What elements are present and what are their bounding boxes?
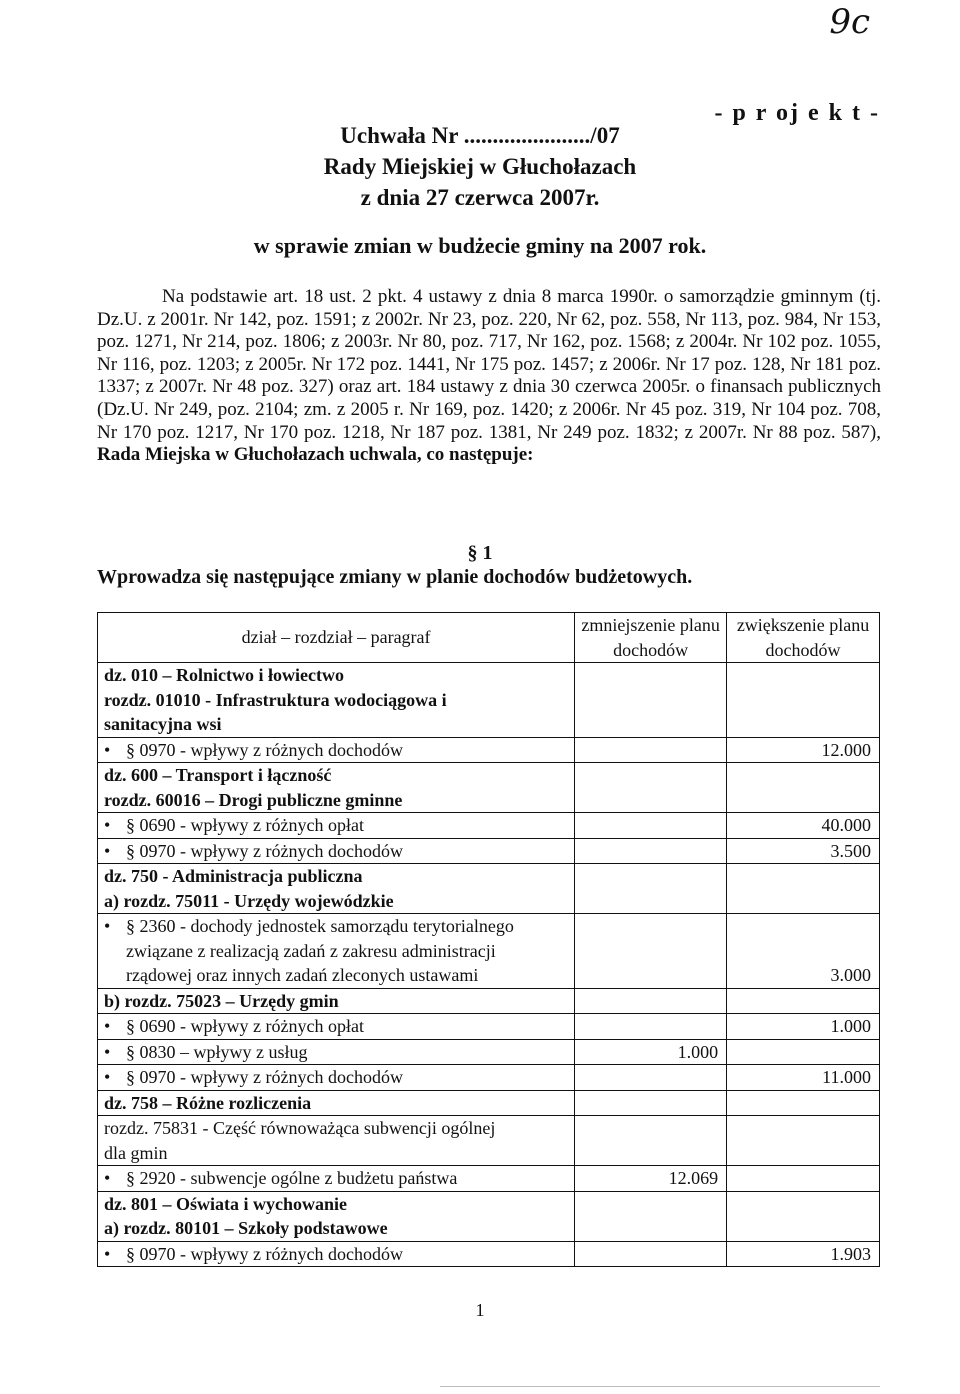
- row-increase: [727, 1039, 880, 1065]
- row-line: [104, 1065, 568, 1090]
- row-text: § 0690 - wpływy z różnych opłat: [126, 1016, 364, 1036]
- row-classification: [98, 988, 575, 1014]
- table-row: [98, 914, 880, 989]
- budget-changes-table: [97, 612, 880, 1267]
- header-classification: dział – rozdział – paragraf: [98, 613, 575, 663]
- header-decrease: zmniejszenie planu dochodów: [575, 613, 727, 663]
- row-increase: 1.903: [727, 1241, 880, 1267]
- row-decrease: [575, 988, 727, 1014]
- row-text: dz. 758 – Różne rozliczenia: [104, 1092, 312, 1113]
- row-decrease: [575, 663, 727, 738]
- row-line: [104, 1040, 568, 1065]
- resolution-number: Uchwała Nr ....................../07: [340, 123, 620, 148]
- row-line: [104, 663, 568, 688]
- row-text: § 2360 - dochody jednostek samorządu terytorialnego: [126, 916, 514, 936]
- row-text: rozdz. 75831 - Część równoważąca subwencji ogólnej: [104, 1118, 496, 1138]
- legal-basis-text: Na podstawie art. 18 ust. 2 pkt. 4 ustawy z dnia 8 marca 1990r. o samorządzie gminnym (tj. Dz.U. z 2001r. Nr 142, poz. 1591; z 2002r. Nr 23, poz. 220, Nr 62, poz. 558, Nr 113, poz. 984, Nr 153, poz. 1271, Nr 214, poz. 1806; z 2003r. Nr 80, poz. 717, Nr 162, poz. 1568; z 2004r. Nr 102 poz. 1055, Nr 116, poz. 1203; z 2005r. Nr 172 poz. 1441, Nr 175 poz. 1457; z 2006r. Nr 17 poz. 128, Nr 181 poz. 1337; z 2007r. Nr 48 poz. 327) oraz art. 184 ustawy z dnia 30 czerwca 2005r. o finansach publicznych (Dz.U. Nr 249, poz. 2104; zm. z 2005 r. Nr 169, poz. 1420; z 2006r. Nr 45 poz. 319, Nr 104 poz. 708, Nr 170 poz. 1217, Nr 170 poz. 1218, Nr 187 poz. 1381, Nr 249 poz. 1832; z 2007r. Nr 88 poz. 587),: [97, 286, 881, 443]
- row-line: [104, 1014, 568, 1039]
- row-line: [104, 1091, 568, 1116]
- row-increase: [727, 763, 880, 813]
- bullet-icon: •: [104, 1168, 111, 1188]
- row-classification: [98, 914, 575, 989]
- row-decrease: 12.069: [575, 1166, 727, 1192]
- row-text: rozdz. 01010 - Infrastruktura wodociągowa i: [104, 689, 447, 710]
- section-mark: § 1: [467, 542, 493, 564]
- row-classification: [98, 1090, 575, 1116]
- row-decrease: [575, 1014, 727, 1040]
- row-increase: 3.500: [727, 838, 880, 864]
- row-classification: [98, 1065, 575, 1091]
- row-decrease: [575, 737, 727, 763]
- table-row: [98, 1090, 880, 1116]
- bullet-icon: •: [104, 840, 111, 861]
- row-text: sanitacyjna wsi: [104, 714, 222, 734]
- row-line: [104, 914, 568, 939]
- table-row: [98, 838, 880, 864]
- table-row: [98, 1116, 880, 1166]
- row-increase: 3.000: [727, 914, 880, 989]
- row-text: dz. 801 – Oświata i wychowanie: [104, 1193, 347, 1214]
- row-line: [104, 1216, 568, 1241]
- row-text: § 0690 - wpływy z różnych opłat: [126, 815, 364, 835]
- table-row: [98, 763, 880, 813]
- row-decrease: [575, 1090, 727, 1116]
- row-increase: [727, 1090, 880, 1116]
- row-classification: [98, 1014, 575, 1040]
- row-line: [104, 788, 568, 813]
- row-classification: [98, 864, 575, 914]
- table-row: [98, 1014, 880, 1040]
- table-row: [98, 813, 880, 839]
- row-classification: [98, 1039, 575, 1065]
- bullet-icon: •: [104, 1243, 111, 1264]
- row-decrease: [575, 1065, 727, 1091]
- row-text: § 0830 – wpływy z usług: [126, 1041, 308, 1062]
- table-row: [98, 1191, 880, 1241]
- section-intro: Wprowadza się następujące zmiany w planie dochodów budżetowych.: [97, 566, 693, 588]
- row-line: [104, 963, 568, 988]
- council-resolves-text: Rada Miejska w Głuchołazach uchwala, co następuje:: [97, 444, 534, 466]
- handwritten-note: 9c: [829, 2, 870, 42]
- row-line: [104, 688, 568, 713]
- bullet-icon: •: [104, 1067, 111, 1087]
- row-decrease: [575, 763, 727, 813]
- council-name: Rady Miejskiej w Głuchołazach: [323, 154, 637, 179]
- row-line: [104, 864, 568, 889]
- row-line: [104, 889, 568, 914]
- page-number: 1: [475, 1300, 485, 1320]
- bullet-icon: •: [104, 916, 111, 936]
- resolution-subject: w sprawie zmian w budżecie gminy na 2007 rok.: [253, 233, 707, 258]
- table-row: [98, 1241, 880, 1267]
- row-text: § 2920 - subwencje ogólne z budżetu państwa: [126, 1168, 458, 1188]
- row-classification: [98, 1191, 575, 1241]
- bullet-icon: •: [104, 739, 111, 760]
- row-line: [104, 763, 568, 788]
- row-increase: [727, 1191, 880, 1241]
- row-line: [104, 1242, 568, 1267]
- row-classification: [98, 813, 575, 839]
- row-decrease: [575, 864, 727, 914]
- row-classification: [98, 1116, 575, 1166]
- row-classification: [98, 1241, 575, 1267]
- row-text: dz. 750 - Administracja publiczna: [104, 866, 363, 886]
- row-classification: [98, 1166, 575, 1192]
- row-decrease: [575, 1116, 727, 1166]
- row-line: [104, 1192, 568, 1217]
- row-text: § 0970 - wpływy z różnych dochodów: [126, 840, 403, 861]
- footer-rule: [440, 1386, 880, 1387]
- table-row: [98, 864, 880, 914]
- row-decrease: [575, 838, 727, 864]
- row-increase: [727, 663, 880, 738]
- row-line: [104, 738, 568, 763]
- row-text: § 0970 - wpływy z różnych dochodów: [126, 1243, 403, 1264]
- legal-basis-paragraph: [97, 286, 881, 467]
- row-text: dz. 010 – Rolnictwo i łowiectwo: [104, 665, 344, 685]
- row-line: [104, 712, 568, 737]
- row-text: § 0970 - wpływy z różnych dochodów: [126, 1067, 403, 1087]
- row-text: rządowej oraz innych zadań zleconych ustawami: [126, 965, 479, 985]
- draft-label: - p r oj e k t -: [714, 100, 880, 126]
- row-text: § 0970 - wpływy z różnych dochodów: [126, 739, 403, 760]
- row-increase: [727, 1166, 880, 1192]
- table-row: [98, 988, 880, 1014]
- row-text: dla gmin: [104, 1142, 168, 1163]
- table-row: [98, 663, 880, 738]
- table-row: [98, 737, 880, 763]
- row-decrease: [575, 914, 727, 989]
- row-line: [104, 1166, 568, 1191]
- row-line: [104, 839, 568, 864]
- row-increase: [727, 988, 880, 1014]
- row-text: rozdz. 60016 – Drogi publiczne gminne: [104, 789, 403, 810]
- row-text: związane z realizacją zadań z zakresu administracji: [126, 940, 496, 961]
- row-decrease: 1.000: [575, 1039, 727, 1065]
- header-increase: zwiększenie planu dochodów: [727, 613, 880, 663]
- row-decrease: [575, 1241, 727, 1267]
- table-row: [98, 1065, 880, 1091]
- row-line: [104, 813, 568, 838]
- row-classification: [98, 763, 575, 813]
- bullet-icon: •: [104, 1016, 111, 1036]
- row-increase: 40.000: [727, 813, 880, 839]
- row-increase: 1.000: [727, 1014, 880, 1040]
- row-increase: 12.000: [727, 737, 880, 763]
- row-line: [104, 1141, 568, 1166]
- row-classification: [98, 663, 575, 738]
- row-classification: [98, 838, 575, 864]
- row-increase: 11.000: [727, 1065, 880, 1091]
- row-text: b) rozdz. 75023 – Urzędy gmin: [104, 990, 339, 1011]
- row-increase: [727, 1116, 880, 1166]
- row-text: a) rozdz. 80101 – Szkoły podstawowe: [104, 1218, 388, 1238]
- table-row: [98, 1039, 880, 1065]
- row-text: dz. 600 – Transport i łączność: [104, 765, 332, 785]
- bullet-icon: •: [104, 1041, 111, 1062]
- bullet-icon: •: [104, 815, 111, 835]
- row-classification: [98, 737, 575, 763]
- table-header-row: [98, 613, 880, 663]
- table-row: [98, 1166, 880, 1192]
- row-line: [104, 989, 568, 1014]
- row-increase: [727, 864, 880, 914]
- row-text: a) rozdz. 75011 - Urzędy wojewódzkie: [104, 890, 394, 911]
- row-decrease: [575, 1191, 727, 1241]
- resolution-date: z dnia 27 czerwca 2007r.: [360, 185, 600, 210]
- row-line: [104, 939, 568, 964]
- row-line: [104, 1116, 568, 1141]
- row-decrease: [575, 813, 727, 839]
